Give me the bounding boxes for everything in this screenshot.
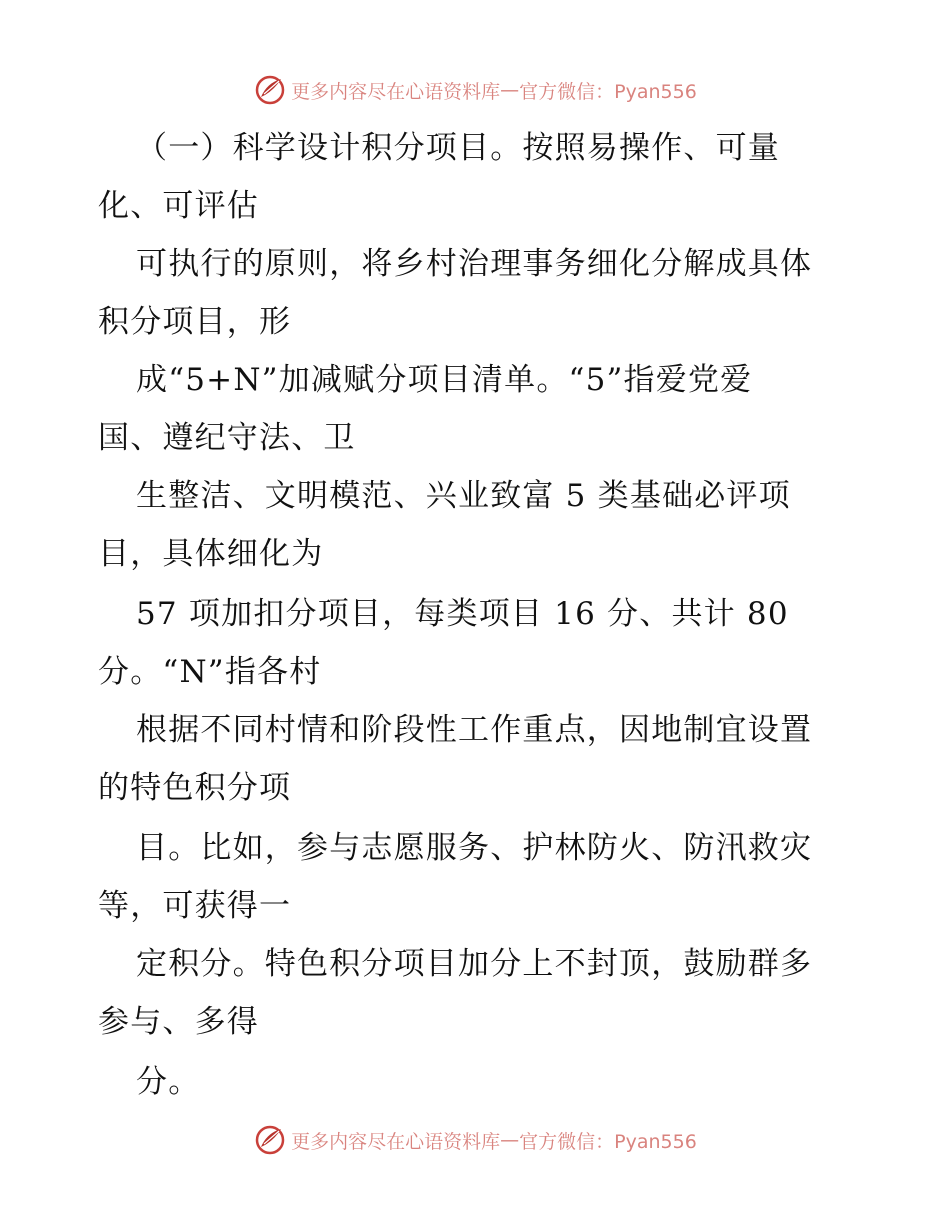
body-line: 分。 xyxy=(136,1064,201,1100)
body-line: 根据不同村情和阶段性工作重点，因地制宜设置 xyxy=(136,712,813,748)
watermark-separator: — xyxy=(500,1129,520,1151)
body-line: 国、遵纪守法、卫 xyxy=(98,420,356,456)
footer-watermark xyxy=(0,1122,950,1158)
body-line: 目。比如，参与志愿服务、护林防火、防汛救灾 xyxy=(136,830,813,866)
watermark-text: 更多内容尽在心语资料库 xyxy=(291,80,501,103)
body-line: 可执行的原则，将乡村治理事务细化分解成具体 xyxy=(136,246,813,282)
watermark-wechat: 官方微信：Pyan556 xyxy=(519,1130,697,1153)
body-line: 化、可评估 xyxy=(98,188,259,224)
watermark-logo-icon xyxy=(253,73,287,107)
watermark-wechat: 官方微信：Pyan556 xyxy=(519,80,697,103)
body-line: 定积分。特色积分项目加分上不封顶，鼓励群多 xyxy=(136,946,813,982)
watermark-separator: — xyxy=(500,79,520,101)
body-line: 积分项目，形 xyxy=(98,304,292,340)
watermark-logo-icon xyxy=(253,1123,287,1157)
watermark-text: 更多内容尽在心语资料库 xyxy=(291,1130,501,1153)
body-line: （一）科学设计积分项目。按照易操作、可量 xyxy=(136,130,780,166)
body-line: 等，可获得一 xyxy=(98,888,292,924)
body-line: 分。“N”指各村 xyxy=(98,654,322,690)
body-line: 成“5+N”加减赋分项目清单。“5”指爱党爱 xyxy=(136,362,753,398)
body-line: 57 项加扣分项目，每类项目 16 分、共计 80 xyxy=(136,596,789,632)
body-line: 参与、多得 xyxy=(98,1004,259,1040)
header-watermark xyxy=(0,72,950,108)
body-line: 的特色积分项 xyxy=(98,770,292,806)
body-line: 目，具体细化为 xyxy=(98,536,324,572)
body-line: 生整洁、文明模范、兴业致富 5 类基础必评项 xyxy=(136,478,791,514)
